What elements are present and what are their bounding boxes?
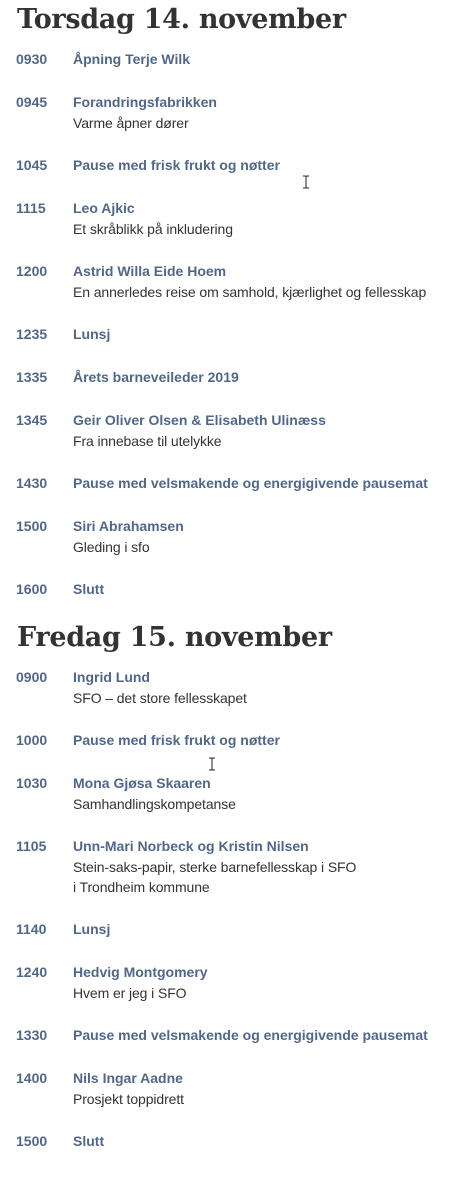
item-content xyxy=(73,198,471,239)
schedule-item xyxy=(0,579,471,600)
item-title: Geir Oliver Olsen & Elisabeth Ulinæss xyxy=(73,412,326,428)
item-subtitle: SFO – det store fellesskapet xyxy=(73,690,247,706)
item-title: Nils Ingar Aadne xyxy=(73,1070,183,1086)
schedule-item xyxy=(0,367,471,388)
item-time: 1335 xyxy=(16,369,48,385)
schedule-item xyxy=(0,1068,471,1109)
item-time: 1000 xyxy=(16,732,48,748)
text-cursor-icon xyxy=(302,175,310,189)
item-content xyxy=(73,516,471,557)
schedule-item xyxy=(0,155,471,176)
item-title: Pause med frisk frukt og nøtter xyxy=(73,157,280,173)
item-content xyxy=(73,49,471,70)
schedule-item xyxy=(0,516,471,557)
schedule-item xyxy=(0,473,471,494)
item-content xyxy=(73,1068,471,1109)
item-title: Unn-Mari Norbeck og Kristin Nilsen xyxy=(73,838,309,854)
schedule-item xyxy=(0,410,471,451)
item-subtitle: Stein-saks-papir, sterke barnefellesskap i SFO i Trondheim kommune xyxy=(73,859,357,895)
schedule-item xyxy=(0,92,471,133)
schedule-list xyxy=(0,667,471,1152)
schedule-item xyxy=(0,1131,471,1152)
item-time: 1235 xyxy=(16,326,48,342)
schedule-item xyxy=(0,919,471,940)
schedule-item xyxy=(0,324,471,345)
item-time: 0930 xyxy=(16,51,48,67)
item-title: Forandringsfabrikken xyxy=(73,94,217,110)
item-title: Lunsj xyxy=(73,326,111,342)
item-time: 1330 xyxy=(16,1027,48,1043)
item-title: Ingrid Lund xyxy=(73,669,150,685)
item-subtitle: Varme åpner dører xyxy=(73,115,189,131)
schedule-item xyxy=(0,773,471,814)
item-content xyxy=(73,410,471,451)
item-title: Lunsj xyxy=(73,921,111,937)
item-content xyxy=(73,367,471,388)
item-title: Siri Abrahamsen xyxy=(73,518,184,534)
item-title: Åpning Terje Wilk xyxy=(73,51,191,67)
item-content xyxy=(73,473,471,494)
item-time: 1500 xyxy=(16,518,48,534)
item-subtitle: Samhandlingskompetanse xyxy=(73,796,236,812)
item-title: Pause med velsmakende og energigivende pausemat xyxy=(73,475,428,491)
day-title: Torsdag 14. november xyxy=(17,4,346,35)
item-title: Leo Ajkic xyxy=(73,200,135,216)
item-title: Astrid Willa Eide Hoem xyxy=(73,263,227,279)
item-title: Pause med frisk frukt og nøtter xyxy=(73,732,280,748)
item-content xyxy=(73,773,471,814)
item-content xyxy=(73,324,471,345)
item-time: 0900 xyxy=(16,669,48,685)
item-subtitle: Gleding i sfo xyxy=(73,539,150,555)
item-subtitle: En annerledes reise om samhold, kjærlighet og fellesskap xyxy=(73,284,427,300)
item-time: 1115 xyxy=(16,200,46,216)
schedule-item xyxy=(0,730,471,751)
item-content xyxy=(73,1025,471,1046)
item-content xyxy=(73,962,471,1003)
schedule-item xyxy=(0,836,471,897)
item-time: 1500 xyxy=(16,1133,48,1149)
item-time: 1200 xyxy=(16,263,48,279)
schedule-item xyxy=(0,1025,471,1046)
item-time: 1345 xyxy=(16,412,48,428)
text-cursor-icon xyxy=(208,757,216,771)
item-time: 1140 xyxy=(16,921,47,937)
item-content xyxy=(73,92,471,133)
item-title: Mona Gjøsa Skaaren xyxy=(73,775,211,791)
item-title: Årets barneveileder 2019 xyxy=(73,369,239,385)
item-content xyxy=(73,836,471,897)
item-title: Hedvig Montgomery xyxy=(73,964,208,980)
item-title: Pause med velsmakende og energigivende pausemat xyxy=(73,1027,428,1043)
item-content xyxy=(73,579,471,600)
item-time: 1430 xyxy=(16,475,48,491)
schedule-item xyxy=(0,261,471,302)
item-time: 1400 xyxy=(16,1070,48,1086)
schedule-item xyxy=(0,667,471,708)
item-time: 1045 xyxy=(16,157,48,173)
item-subtitle: Prosjekt toppidrett xyxy=(73,1091,184,1107)
day-title: Fredag 15. november xyxy=(17,622,332,653)
item-content xyxy=(73,919,471,940)
item-subtitle: Et skråblikk på inkludering xyxy=(73,221,233,237)
item-time: 1030 xyxy=(16,775,48,791)
item-subtitle: Fra innebase til utelykke xyxy=(73,433,222,449)
schedule-list xyxy=(0,49,471,600)
day-section-friday xyxy=(0,622,471,1152)
schedule-item xyxy=(0,962,471,1003)
item-content xyxy=(73,1131,471,1152)
item-time: 1600 xyxy=(16,581,48,597)
item-title: Slutt xyxy=(73,581,105,597)
item-time: 1105 xyxy=(16,838,47,854)
item-subtitle: Hvem er jeg i SFO xyxy=(73,985,187,1001)
item-content xyxy=(73,261,471,302)
schedule-item xyxy=(0,198,471,239)
item-time: 1240 xyxy=(16,964,48,980)
item-content xyxy=(73,155,471,176)
item-content xyxy=(73,667,471,708)
schedule-item xyxy=(0,49,471,70)
item-title: Slutt xyxy=(73,1133,105,1149)
item-content xyxy=(73,730,471,751)
item-time: 0945 xyxy=(16,94,48,110)
